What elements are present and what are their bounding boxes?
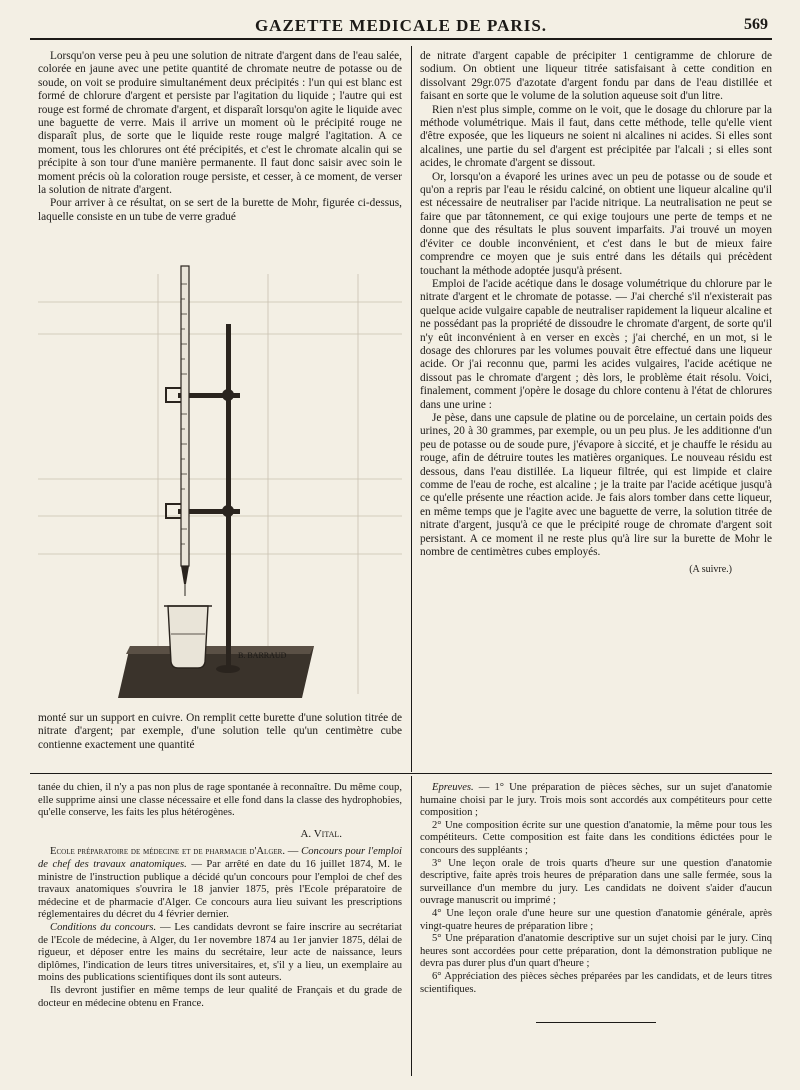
column-divider-top xyxy=(411,46,412,772)
paragraph: tanée du chien, il n'y a pas non plus de rage spontanée à reconnaître. Du même coup, elle supprime ainsi une classe nécessaire et elle fond dans la classe des hydrophobies, qu'elle conserve, les faits les plus hétérogènes. xyxy=(38,782,402,819)
section-rule xyxy=(30,773,772,774)
to-be-continued: (A suivre.) xyxy=(689,564,732,576)
paragraph: de nitrate d'argent capable de précipiter 1 centigramme de chlorure de sodium. On obtient une liqueur titrée satisfaisant à cette condition en dissolvant 29gr.075 d'azotate d'argent fondu par dans de l'eau distillée et faisant en sorte que le volume de la solution aqueuse soit d'un litre. xyxy=(420,50,772,103)
school-title: Ecole préparatoire de médecine et de pharmacie d'Alger. — xyxy=(50,846,299,858)
left-column-top xyxy=(38,50,402,224)
epreuves-title: Epreuves. xyxy=(432,782,474,793)
right-column-bottom xyxy=(420,782,772,1023)
epreuve-item: 3° Une leçon orale de trois quarts d'heure sur une question d'anatomie descriptive, faite après trois heures de préparation dans une salle fermée, sous la surveillance d'un membre du jury. Les candidats ne doivent s'aider d'aucun ouvrage manuscrit ou imprimé ; xyxy=(420,857,772,907)
epreuve-item: 4° Une leçon orale d'une heure sur une question d'anatomie générale, après vingt-quatre heures de préparation libre ; xyxy=(420,907,772,932)
concours-text: — Par arrêté en date du 16 juillet 1874, M. le ministre de l'instruction publique a décidé qu'un concours pour l'emploi de chef des travaux anatomiques s'ouvrira le 18 janvier 1875, près l'Ecole préparatoire de médecine et de pharmacie d'Alger. Ce concours aura lieu suivant les prescriptions réglementaires du décret du 4 février dernier. xyxy=(38,858,402,921)
conditions-title: Conditions du concours. xyxy=(50,921,157,933)
journal-title: GAZETTE MEDICALE DE PARIS. xyxy=(254,16,548,35)
left-column-after-figure xyxy=(38,712,402,752)
burette-engraving xyxy=(38,254,402,709)
page-header xyxy=(30,14,772,40)
paragraph: Emploi de l'acide acétique dans le dosage volumétrique du chlorure par le nitrate d'argent et le chromate de potasse. — J'ai cherché s'il n'existerait pas quelque acide vulgaire capable de neutraliser rapidement la liqueur alcaline et ne possédant pas la propriété de dissoudre le chromate d'argent, de sorte qu'il n'y eût inconvénient à en verser en excès ; j'ai cherché, en un mot, si le dosage des chlorures par les volumes pouvait être effectué dans une liqueur acide. Or j'ai reconnu que, parmi les acides vulgaires, l'acide acétique ne dissout pas le chromate d'argent ; dès lors, le problème était résolu. Voici, finalement, comment j'opère le dosage du chlore contenu à l'état de chlorures dans une urine : xyxy=(420,277,772,411)
conditions-text: — Les candidats devront se faire inscrire au secrétariat de l'Ecole de médecine, à Alger, du 1er novembre 1874 au 1er janvier 1875, délai de rigueur, et déposer entre les mains du secrétaire, leur acte de naissance, leurs diplômes, l'indication de leurs titres universitaires, et, s'il y a lieu, un exemplaire au moins des publications scientifiques dont ils sont auteurs. xyxy=(38,921,402,984)
paragraph: Lorsqu'on verse peu à peu une solution de nitrate d'argent dans de l'eau salée, colorée en jaune avec une petite quantité de chromate neutre de potasse ou de soude, on voit se produire simultanément deux précipités : l'un qui est blanc est formé de chlorure d'argent et persiste par l'agitation du liquide ; l'autre qui est rouge est formé de chromate d'argent, et disparaît lorsqu'on agite le liquide avec une baguette de verre. Mais il arrive un moment où le précipité rouge ne disparaît plus, de sorte que le liquide reste rouge malgré l'agitation. A ce moment, tous les chlorures ont été précipités, et c'est le chromate alcalin qui se précipite à son tour d'une manière permanente. Il faut donc saisir avec soin le moment précis où la coloration rouge persiste, et cesser, à ce moment, de verser la solution de nitrate d'argent. xyxy=(38,50,402,197)
epreuve-item: — 1° Une préparation de pièces sèches, sur un sujet d'anatomie humaine choisi par le jury. Trois mois sont accordés aux compétiteurs pour cette composition ; xyxy=(420,782,772,819)
page-number: 569 xyxy=(744,16,768,33)
paragraph: Rien n'est plus simple, comme on le voit, que le dosage du chlorure par la méthode volumétrique. Mais il faut, dans cette méthode, telle qu'elle vient d'être exposée, que les liqueurs ne soient ni alcalines ni acides. Si elles sont alcalines, une partie du sel d'argent est précipitée par l'alcali ; si elles sont acides, le chromate d'argent se dissout. xyxy=(420,103,772,170)
paragraph: Or, lorsqu'on a évaporé les urines avec un peu de potasse ou de soude et qu'on a repris par l'eau le résidu calciné, on obtient une liqueur alcaline qu'il est nécessaire de neutraliser par l'acide nitrique. La neutralisation ne peut se faire que par tâtonnement, ce qui exige toujours une perte de temps et ne donne que des résultats le plus souvent imparfaits. J'ai trouvé un moyen d'éviter ce double inconvénient, et c'est dans le but de mieux faire comprendre ce moyen que je suis entré dans les détails qui précèdent touchant la méthode adoptée jusqu'à présent. xyxy=(420,170,772,277)
epreuve-item: 6° Appréciation des pièces sèches préparées par les candidats, et de leurs titres scientifiques. xyxy=(420,970,772,995)
engraver-signature: B. BARRAUD xyxy=(238,651,287,660)
epreuve-item: 5° Une préparation d'anatomie descriptive sur un sujet choisi par le jury. Cinq heures sont accordées pour cette préparation, dont la démonstration publique ne devra pas durer plus d'un quart d'heure ; xyxy=(420,933,772,970)
column-divider-bottom xyxy=(411,776,412,1076)
paragraph: Ils devront justifier en même temps de leur qualité de Français et du grade de docteur en médecine obtenu en France. xyxy=(38,984,402,1009)
epreuve-item: 2° Une composition écrite sur une question d'anatomie, la même pour tous les compétiteurs. Cette composition est faite dans les conditions édictées pour le concours des suppléants ; xyxy=(420,819,772,856)
paragraph: Pour arriver à ce résultat, on se sert de la burette de Mohr, figurée ci-dessus, laquelle consiste en un tube de verre gradué xyxy=(38,197,402,223)
author-signature: A. Vital. xyxy=(300,827,342,840)
right-column-top xyxy=(420,50,772,577)
paragraph: Je pèse, dans une capsule de platine ou de porcelaine, un certain poids des urines, 20 à 30 grammes, par exemple, ou un peu plus. Je les additionne d'un peu de potasse ou de soude pure, j'évapore à siccité, et je chauffe le résidu au rouge, afin de détruire toutes les matières organiques. Le nouveau résidu est dessous, dans l'eau distillée. La liqueur filtrée, qui est limpide et claire comme de l'eau de roche, est alcaline ; je la traite par l'acide acétique jusqu'à ce qu'elle présente une réaction acide. Je fais alors tomber dans cette liqueur, en même temps que je l'agite avec une baguette de verre, la solution titrée de nitrate d'argent, jusqu'à ce que le précipité rouge de chromate d'argent soit persistant. A ce moment il ne reste plus qu'à lire sur la burette de Mohr le nombre de centimètres cubes employés. xyxy=(420,411,772,559)
end-rule xyxy=(536,1022,656,1023)
left-column-bottom xyxy=(38,782,402,1010)
paragraph: monté sur un support en cuivre. On remplit cette burette d'une solution titrée de nitrate d'argent; par exemple, d'une solution telle qu'un centimètre cube contienne exactement une quantité xyxy=(38,712,402,751)
mohr-burette-figure xyxy=(38,254,402,709)
concours-title: Concours pour l'emploi de chef des travaux anatomiques. xyxy=(38,846,402,870)
